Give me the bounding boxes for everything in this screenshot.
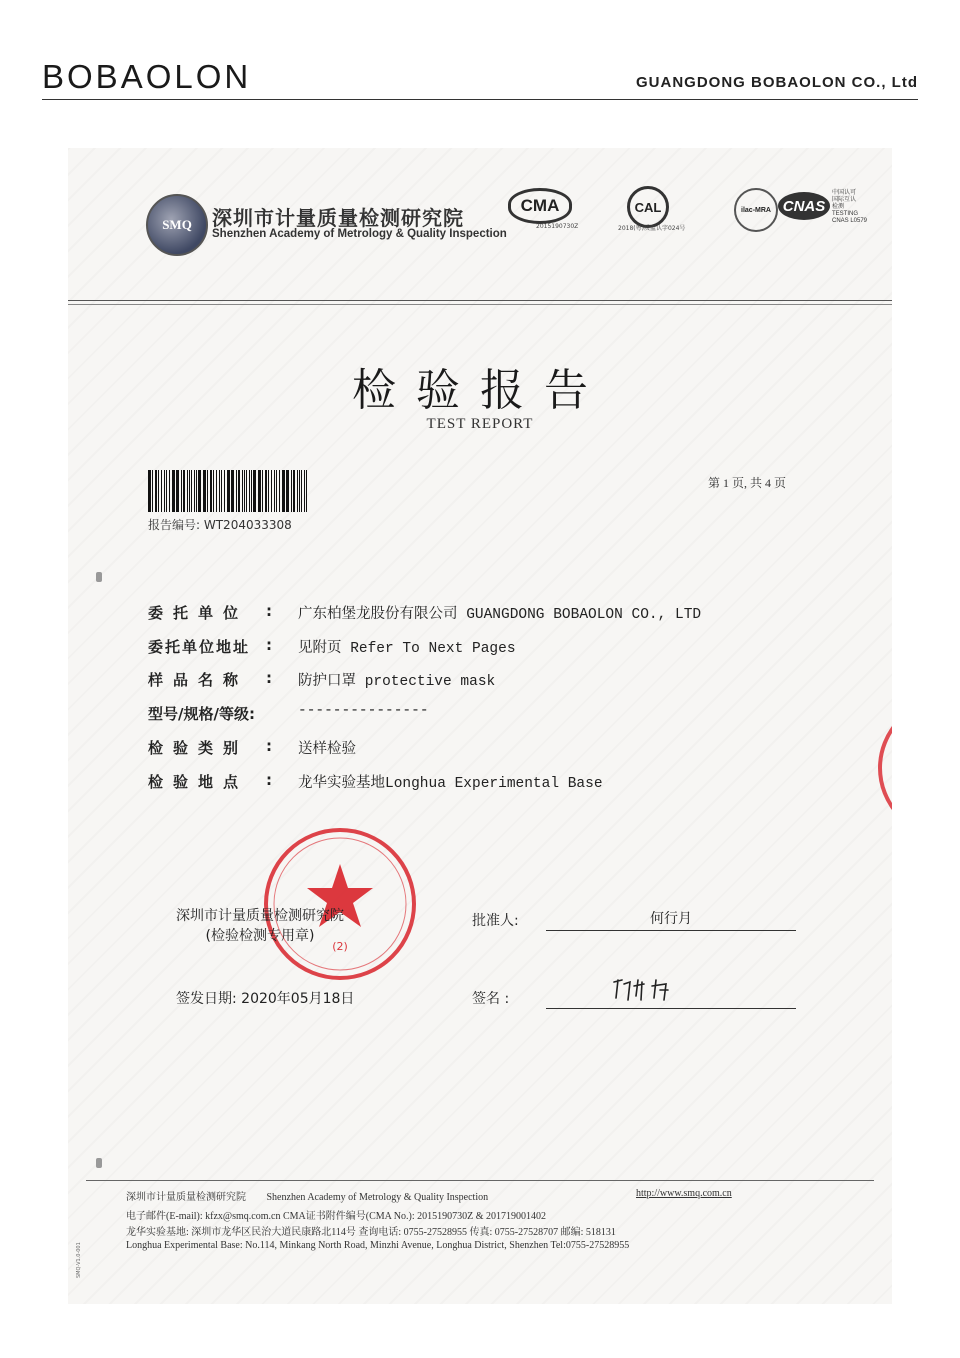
approver-name: 何行月 — [650, 911, 692, 927]
barcode-bar — [274, 470, 275, 512]
smq-logo: SMQ — [146, 194, 208, 256]
barcode-bar — [276, 470, 277, 512]
barcode-bar — [169, 470, 170, 512]
cnas-mark: CNAS — [778, 192, 830, 220]
field-value: 龙华实验基地Longhua Experimental Base — [298, 776, 603, 792]
barcode-bar — [231, 470, 234, 512]
barcode-bar — [194, 470, 195, 512]
barcode-bar — [236, 470, 237, 512]
institute-name-en: Shenzhen Academy of Metrology & Quality Inspection — [212, 228, 507, 240]
field-value: 送样检验 — [298, 742, 356, 758]
field-colon: : — [266, 602, 272, 620]
field-label: 委托单位地址 — [148, 638, 251, 656]
barcode-bar — [224, 470, 225, 512]
approver-line — [546, 930, 796, 931]
barcode-bar — [176, 470, 179, 512]
report-title-en: TEST REPORT — [426, 416, 534, 432]
barcode-bar — [221, 470, 222, 512]
barcode-bar — [189, 470, 190, 512]
approver-label: 批准人: — [472, 913, 519, 929]
barcode-bar — [181, 470, 182, 512]
company-name: GUANGDONG BOBAOLON CO., Ltd — [636, 74, 918, 91]
edge-stamp — [848, 698, 892, 838]
barcode-bar — [219, 470, 220, 512]
barcode-bar — [262, 470, 263, 512]
barcode-bar — [242, 470, 243, 512]
field-label: 委托单位 — [148, 604, 249, 622]
svg-text:(2): (2) — [332, 940, 348, 953]
staple-mark — [96, 572, 102, 582]
barcode-bar — [291, 470, 292, 512]
barcode-bar — [158, 470, 159, 512]
barcode-bar — [216, 470, 217, 512]
footer-line-1 — [126, 1188, 488, 1203]
cnas-caption-line: 检测 — [832, 204, 845, 210]
barcode-bar — [161, 470, 162, 512]
barcode-bar — [198, 470, 201, 512]
barcode-bar — [164, 470, 165, 512]
cal-mark: CAL — [627, 186, 669, 228]
barcode-bar — [196, 470, 197, 512]
header-rule — [68, 300, 892, 305]
field-value: --------------- — [298, 703, 429, 719]
barcode-bar — [238, 470, 240, 512]
barcode-bar — [191, 470, 192, 512]
cal-number: 2018(粤)质监认字024号 — [618, 225, 686, 232]
handwritten-signature — [608, 974, 708, 1004]
cma-number: 2015190730Z — [536, 223, 579, 230]
barcode-bar — [155, 470, 157, 512]
barcode-bar — [258, 470, 261, 512]
test-report-document — [68, 148, 892, 1304]
barcode-bar — [246, 470, 247, 512]
barcode-bar — [297, 470, 298, 512]
field-value: 防护口罩 protective mask — [298, 674, 496, 690]
report-number: 报告编号: WT204033308 — [148, 518, 292, 532]
barcode-bar — [251, 470, 252, 512]
barcode-bar — [148, 470, 151, 512]
footer-institute-cn: 深圳市计量质量检测研究院 — [126, 1192, 246, 1203]
field-label: 型号/规格/等级: — [148, 705, 255, 723]
barcode-bar — [306, 470, 307, 512]
issuing-institute-name: 深圳市计量质量检测研究院 — [176, 908, 344, 924]
barcode-bar — [299, 470, 300, 512]
barcode-bar — [253, 470, 256, 512]
barcode-bar — [271, 470, 272, 512]
barcode-bar — [203, 470, 206, 512]
official-stamp — [260, 824, 420, 984]
barcode-bar — [279, 470, 280, 512]
brand-logo: BOBAOLON — [42, 58, 252, 95]
field-colon: : — [266, 636, 272, 654]
issue-date: 签发日期: 2020年05月18日 — [176, 991, 355, 1007]
barcode-bar — [301, 470, 302, 512]
field-value: 广东柏堡龙股份有限公司 GUANGDONG BOBAOLON CO., LTD — [298, 607, 702, 623]
barcode-bar — [172, 470, 175, 512]
issuing-institute — [176, 906, 344, 946]
cnas-caption-line: CNAS L0579 — [832, 218, 868, 224]
footer-rule — [86, 1180, 874, 1181]
header-divider — [42, 99, 918, 100]
footer-line-4: Longhua Experimental Base: No.114, Minkang North Road, Minzhi Avenue, Longhua District, Shenzhen Tel:0755-27528955 — [126, 1240, 630, 1251]
signature-label: 签名 : — [472, 991, 510, 1007]
field-label: 样品名称 — [148, 671, 249, 689]
report-title-cn: 检验报告 — [352, 365, 608, 416]
signature-line — [546, 1008, 796, 1009]
barcode-bar — [152, 470, 153, 512]
barcode-bar — [227, 470, 230, 512]
staple-mark — [96, 1158, 102, 1168]
field-colon: : — [266, 771, 272, 789]
field-value: 见附页 Refer To Next Pages — [298, 641, 516, 657]
barcode-bar — [304, 470, 305, 512]
field-colon: : — [266, 669, 272, 687]
ilac-mra-mark: ilac-MRA — [734, 188, 778, 232]
barcode-bar — [213, 470, 214, 512]
barcode-bar — [286, 470, 289, 512]
cnas-caption — [832, 190, 867, 225]
footer-line-3: 龙华实验基地: 深圳市龙华区民治大道民康路北114号 查询电话: 0755-27528955 传真: 0755-27528707 邮编: 518131 — [126, 1227, 616, 1238]
barcode-bar — [282, 470, 285, 512]
cnas-caption-line: TESTING — [832, 211, 859, 217]
issuing-institute-seal: (检验检测专用章) — [205, 928, 315, 944]
footer-institute-en: Shenzhen Academy of Metrology & Quality Inspection — [266, 1192, 489, 1203]
barcode-bar — [187, 470, 188, 512]
barcode-bar — [293, 470, 295, 512]
barcode-bar — [265, 470, 267, 512]
barcode-bar — [268, 470, 269, 512]
barcode-bar — [210, 470, 212, 512]
field-label: 检验地点 — [148, 773, 249, 791]
footer-line-2: 电子邮件(E-mail): kfzx@smq.com.cn CMA证书附件编号(CMA No.): 2015190730Z & 201719001402 — [126, 1211, 547, 1222]
form-code: SMQ-V1.0-001 — [76, 1242, 82, 1278]
barcode-bar — [249, 470, 250, 512]
report-barcode — [148, 470, 310, 512]
cnas-caption-line: 国际互认 — [832, 197, 857, 203]
footer-url[interactable]: http://www.smq.com.cn — [636, 1188, 732, 1199]
barcode-bar — [166, 470, 167, 512]
field-label: 检验类别 — [148, 739, 249, 757]
field-colon: : — [266, 737, 272, 755]
page-info: 第 1 页, 共 4 页 — [708, 476, 787, 490]
cma-mark: CMA — [508, 188, 572, 224]
institute-name-cn: 深圳市计量质量检测研究院 — [212, 206, 464, 230]
barcode-bar — [244, 470, 245, 512]
cnas-caption-line: 中国认可 — [832, 190, 857, 196]
barcode-bar — [183, 470, 185, 512]
barcode-bar — [207, 470, 208, 512]
